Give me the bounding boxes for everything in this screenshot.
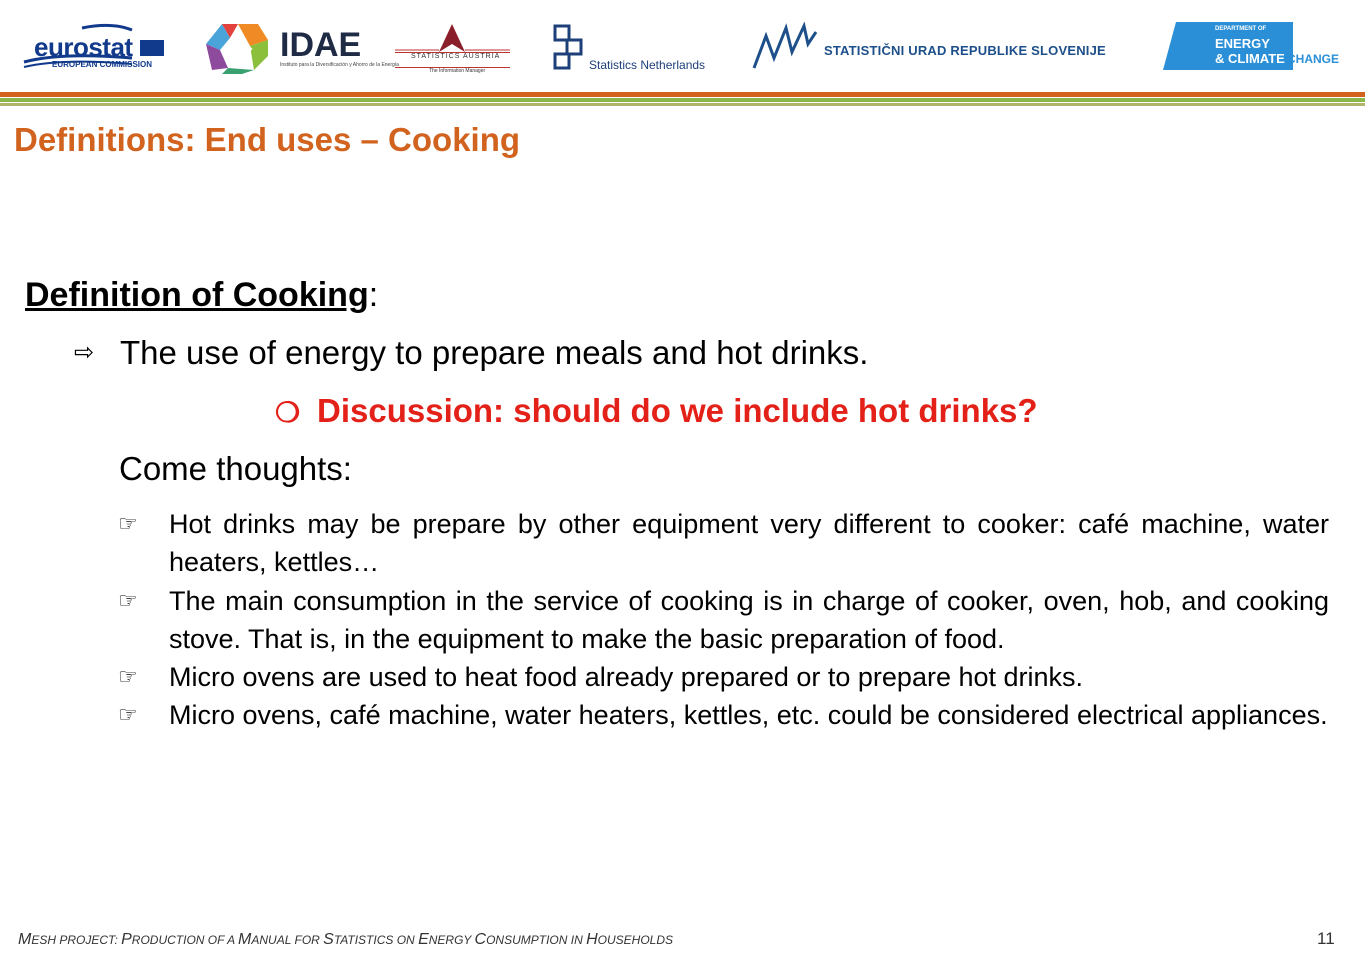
eurostat-wordmark: eurostat xyxy=(34,32,133,62)
page-number: 11 xyxy=(1317,929,1335,948)
footer-part: M xyxy=(238,931,252,948)
idae-subtitle: Instituto para la Diversificación y Ahorro de la Energía xyxy=(280,62,399,68)
list-item-text: Micro ovens are used to heat food already prepared or to prepare hot drinks. xyxy=(169,662,1084,693)
pointing-hand-icon: ☞ xyxy=(118,587,138,613)
decc-line3: & CLIMATE xyxy=(1215,51,1285,66)
cbs-emblem-icon xyxy=(553,24,585,72)
circle-bullet-icon: ❍ xyxy=(275,397,301,428)
definition-heading xyxy=(25,276,378,315)
eurostat-logo xyxy=(22,22,167,74)
footer-part: TATISTICS ON xyxy=(333,933,419,947)
header-divider-olive xyxy=(0,103,1365,106)
slide-title: Definitions: End uses – Cooking xyxy=(14,121,521,158)
definition-heading-text: Definition of Cooking xyxy=(25,276,369,314)
decc-line4: CHANGE xyxy=(1287,52,1340,66)
statistics-netherlands-logo xyxy=(553,24,718,74)
footer-part: OUSEHOLDS xyxy=(597,933,674,947)
footer-part: ANUAL FOR xyxy=(251,933,324,947)
decc-line2: ENERGY xyxy=(1215,36,1270,51)
list-item xyxy=(118,696,1329,734)
footer-part: S xyxy=(323,931,334,948)
decc-logo xyxy=(1163,22,1343,74)
main-definition-text: The use of energy to prepare meals and hot drinks. xyxy=(120,334,869,371)
cbs-wordmark: Statistics Netherlands xyxy=(589,58,706,72)
header-divider-green xyxy=(0,98,1365,102)
thoughts-heading: Come thoughts: xyxy=(119,450,352,487)
footer-part: RODUCTION OF A xyxy=(131,933,239,947)
footer-part: M xyxy=(18,931,32,948)
footer-project-name xyxy=(18,931,673,949)
slovenia-signal-icon xyxy=(752,22,818,72)
austria-triangle-icon xyxy=(395,22,510,54)
discussion-text: Discussion: should do we include hot drinks? xyxy=(317,392,1038,429)
footer-part: E xyxy=(418,931,429,948)
list-item xyxy=(118,582,1329,659)
eurostat-subtitle: EUROPEAN COMMISSION xyxy=(52,60,153,69)
list-item-text: The main consumption in the service of cooking is in charge of cooker, oven, hob, and cooking stove. That is, in the equipment to make the basic preparation of food. xyxy=(169,585,1329,654)
idae-logo xyxy=(202,20,399,75)
main-definition xyxy=(74,334,868,372)
decc-line1: DEPARTMENT OF xyxy=(1215,26,1267,32)
idae-wordmark: IDAE xyxy=(280,26,362,64)
list-item-text: Hot drinks may be prepare by other equipment very different to cooker: café machine, water heaters, kettles… xyxy=(169,509,1329,578)
footer-part: P xyxy=(121,931,132,948)
pointing-hand-icon: ☞ xyxy=(118,664,138,690)
footer-part: NERGY xyxy=(428,933,475,947)
pointing-hand-icon: ☞ xyxy=(118,702,138,728)
pointing-hand-icon: ☞ xyxy=(118,511,138,536)
footer-part: H xyxy=(586,931,598,948)
discussion-point xyxy=(275,392,1038,430)
list-item xyxy=(118,505,1329,582)
idae-emblem-icon xyxy=(202,20,274,75)
definition-heading-colon: : xyxy=(368,276,379,314)
list-item xyxy=(118,658,1329,696)
austria-wordmark: STATISTICS AUSTRIA xyxy=(411,53,501,60)
footer-part: ONSUMPTION IN xyxy=(486,933,587,947)
austria-subtitle: The Information Manager xyxy=(429,68,486,74)
footer-part: ESH PROJECT: xyxy=(31,933,122,947)
footer-part: C xyxy=(474,931,487,948)
statistics-slovenia-logo xyxy=(752,22,1142,74)
arrow-right-icon: ⇨ xyxy=(74,339,95,366)
header-divider-orange xyxy=(0,92,1365,97)
eu-flag-icon xyxy=(140,40,164,56)
list-item-text: Micro ovens, café machine, water heaters, kettles, etc. could be considered electrical appliances. xyxy=(169,700,1328,731)
slovenia-wordmark: STATISTIČNI URAD REPUBLIKE SLOVENIJE xyxy=(824,43,1106,58)
thoughts-list xyxy=(118,505,1329,735)
statistics-austria-logo xyxy=(395,22,510,77)
